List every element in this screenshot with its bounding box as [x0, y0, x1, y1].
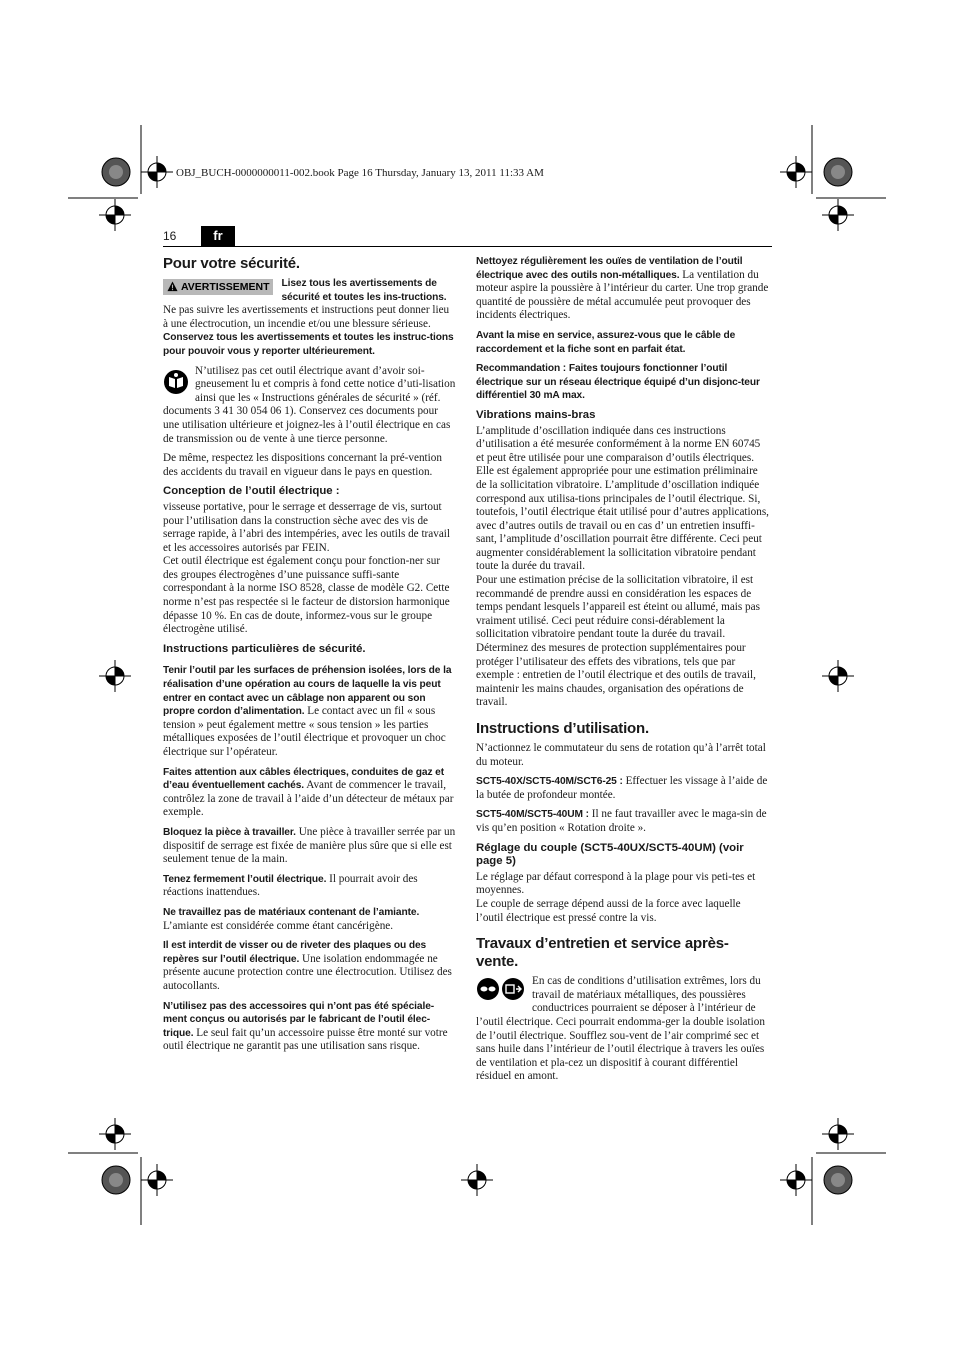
warning-label: AVERTISSEMENT [181, 281, 270, 293]
safety-item-1 [163, 664, 456, 759]
usage-model-1 [476, 775, 769, 802]
vibration-text-1: L’amplitude d’oscillation indiquée dans ces instructions d’utilisation a été mesurée conformément à la norme EN 60745 et peut être utilisée pour une comparaison d’outils électriques. Elle est également appropriée pour une estimation préliminaire de la sollicitation vibratoire. L’amplitude d’oscillation indiquée correspond aux utilisa-tions principales de l’outil électrique. Si, toutefois, l’outil électrique était utilisé pour d’autres applications, avec d’autres outils de travail ou en cas d’ un entretien insuffi-sant, l’amplitude d’oscillation pourrait être différente. Ceci peut augmenter considérablement la sollicitation vibratoire pendant toute la durée du travail. [476, 424, 769, 573]
ventilation-text: La ventilation du moteur aspire la poussière à l’intérieur du carter. Une trop grande quantité de poussière de métal accumulée peut provoquer des incidents électriques. [476, 268, 769, 322]
safety-item-5-bold: Ne travaillez pas de matériaux contenant de l’amiante. [163, 906, 420, 918]
left-column [163, 255, 456, 1060]
ventilation-bold: Nettoyez régulièrement les ouïes de ventilation de l’outil électrique avec des outils non-métalliques. [476, 256, 743, 281]
safety-item-5-text: L’amiante est considérée comme étant cancérigène. [163, 919, 394, 932]
keep-instructions: Conservez tous les avertissements et toutes les instruc-tions pour pouvoir vous y reporter ultérieurement. [163, 332, 454, 357]
usage-model-1-text: Effectuer les vissage à l’aide de la butée de profondeur montée. [476, 775, 768, 801]
safety-item-2-text: Avant de commencer le travail, contrôlez la zone de travail à l’aide d’un détecteur de métaux par exemple. [163, 779, 454, 819]
cable-check: Avant la mise en service, assurez-vous que le câble de raccordement et la fiche sont en parfait état. [476, 329, 736, 355]
safety-item-4-text: Il pourrait avoir des réactions inattendues. [163, 872, 418, 899]
safety-item-3-bold: Bloquez la pièce à travailler. [163, 826, 296, 838]
manual-paragraph [163, 365, 456, 447]
section-title-maintenance: Travaux d’entretien et service après-vente. [476, 935, 729, 971]
safety-item-7 [163, 1000, 456, 1054]
warning-triangle-icon [167, 281, 178, 292]
safety-item-4-bold: Tenez fermement l’outil électrique. [163, 873, 327, 885]
print-header: OBJ_BUCH-0000000011-002.book Page 16 Thursday, January 13, 2011 11:33 AM [176, 167, 544, 179]
design-heading: Conception de l’outil électrique : [163, 485, 340, 498]
design-text-1: visseuse portative, pour le serrage et desserrage de vis, surtout pour l’utilisation dans la construction sèche avec des vis de serrage rapide, à l’abri des intempéries, avec les outils de travail et les accessoires autorisés par FEIN. [163, 500, 451, 554]
section-title-usage: Instructions d’utilisation. [476, 720, 649, 737]
vibration-text-2: Pour une estimation précise de la sollicitation vibratoire, il est recommandé de prendre aussi en considération les espaces de temps pendant lesquels l’appareil est éteint ou allumé, mais pas vraiment utilisé. Ceci peut réduire consi-dérablement la sollicitation vibratoire pendant toute la durée du travail. [476, 574, 760, 641]
safety-item-2-bold: Faites attention aux câbles électriques, conduites de gaz et d’eau éventuellement cachés. [163, 766, 445, 792]
maintenance-paragraph [476, 975, 769, 1084]
usage-model-1-bold: SCT5-40X/SCT5-40M/SCT6-25 : [476, 776, 623, 788]
right-column [476, 255, 769, 1090]
warning-text: Ne pas suivre les avertissements et instructions peut donner lieu à une électrocution, un incendie et/ou une blessure sérieuse. [163, 304, 450, 330]
usage-model-2-bold: SCT5-40M/SCT5-40UM : [476, 809, 589, 821]
warning-bold: Lisez tous les avertissements de sécurité et toutes les ins-tructions. [281, 278, 447, 303]
page-number: 16 [163, 229, 177, 243]
vibration-text-3: Déterminez des mesures de protection supplémentaires pour protéger l’utilisateur des effets des vibrations, tels que par exemple : entretien de l’outil électrique et des outils de travail, maintenir les mains chaudes, organisation des opérations de travail. [476, 642, 756, 709]
warning-badge [163, 279, 273, 295]
safety-item-2 [163, 766, 456, 820]
language-tab: fr [201, 226, 235, 246]
section-title-safety: Pour votre sécurité. [163, 255, 300, 272]
safety-item-4 [163, 873, 456, 900]
torque-text-1: Le réglage par défaut correspond à la plage pour vis peti-tes et moyennes. [476, 870, 756, 897]
safety-item-6-bold: Il est interdit de visser ou de riveter des plaques ou des repères sur l’outil électrique. [163, 940, 427, 965]
usage-text: N’actionnez le commutateur du sens de rotation qu’à l’arrêt total du moteur. [476, 742, 766, 768]
safety-item-1-text: Le contact avec un fil « sous tension » peut également mettre « sous tension » les parties métalliques exposées de l’outil électrique et provoquer un choc électrique sur l’opérateur. [163, 705, 446, 758]
warning-paragraph [163, 277, 456, 331]
read-manual-icon [163, 369, 189, 395]
vibration-heading: Vibrations mains-bras [476, 408, 596, 421]
manual-text: N’utilisez pas cet outil électrique avant d’avoir soi-gneusement lu et compris à fond cette notice d’uti-lisation ainsi que les « Instructions générales de sécurité » (réf. documents 3 41 30 054 06 1). Conservez ces documents pour une utilisation ultérieure et joignez-les à l’outil électrique en cas de transmission ou de vente à une tierce personne. [163, 364, 456, 445]
usage-model-2 [476, 808, 769, 835]
safety-item-6-text: Une isolation endommagée ne présente aucune protection contre une électrocution. Utilisez des autocollants. [163, 952, 452, 992]
maintenance-text: En cas de conditions d’utilisation extrêmes, lors du travail de matériaux métalliques, des poussières conductrices pourraient se déposer à l’intérieur de l’outil électrique. Ceci pourrait endomma-ger la double isolation de l’outil électrique. Soufflez sou-vent de l’air comprimé sec et sans huile dans l’intérieur de l’outil électrique à travers les ouïes de ventilation et pla-cez un dispositif à courant différentiel résiduel en amont. [476, 975, 765, 1083]
safety-item-5 [163, 906, 456, 933]
rules-text: De même, respectez les dispositions concernant la pré-vention des accidents du travail en vigueur dans le pays en question. [163, 452, 442, 478]
eye-protection-icon [476, 977, 526, 1001]
maintenance-icons [476, 977, 526, 1001]
special-heading: Instructions particulières de sécurité. [163, 642, 366, 655]
safety-item-1-bold: Tenir l’outil par les surfaces de préhension isolées, lors de la réalisation d’une opération au cours de laquelle la vis peut entrer en contact avec un câblage non apparent ou son propre cordon d’alimentation. [163, 665, 452, 718]
safety-item-3 [163, 826, 456, 867]
ventilation-item [476, 255, 769, 323]
safety-item-7-text: Le seul fait qu’un accessoire puisse être monté sur votre outil électrique ne garantit pas une utilisation sans risque. [163, 1026, 448, 1053]
safety-item-7-bold: N’utilisez pas des accessoires qui n’ont pas été spéciale-ment conçus ou autorisés par le fabricant de l’outil élec-trique. [163, 1000, 435, 1039]
torque-heading: Réglage du couple (SCT5-40UX/SCT5-40UM) (voir page 5) [476, 841, 744, 868]
design-text-2: Cet outil électrique est également conçu pour fonction-ner sur des groupes électrogènes d’une puissance suffi-sante correspondant à la norme ISO 8528, classe de modèle G2. Cette norme n’est pas respectée si le facteur de distorsion harmonique dépasse 10 %. En cas de doute, informez-vous sur le groupe électrogène utilisé. [163, 555, 450, 636]
header-rule [163, 246, 772, 247]
torque-text-2: Le couple de serrage dépend aussi de la force avec laquelle l’outil électrique est pressé contre la vis. [476, 897, 741, 924]
usage-model-2-text: Il ne faut travailler avec le maga-sin de vis qu’en position « Rotation droite ». [476, 808, 767, 834]
rcd-recommendation: Recommandation : Faites toujours fonctionner l’outil électrique sur un réseau électrique équipé d’un disjonc-teur différentiel 30 mA max. [476, 363, 760, 402]
safety-item-3-text: Une pièce à travailler serrée par un dispositif de serrage est fixée de manière plus sûre que si elle est seulement tenue de la main. [163, 825, 456, 866]
safety-item-6 [163, 939, 456, 993]
